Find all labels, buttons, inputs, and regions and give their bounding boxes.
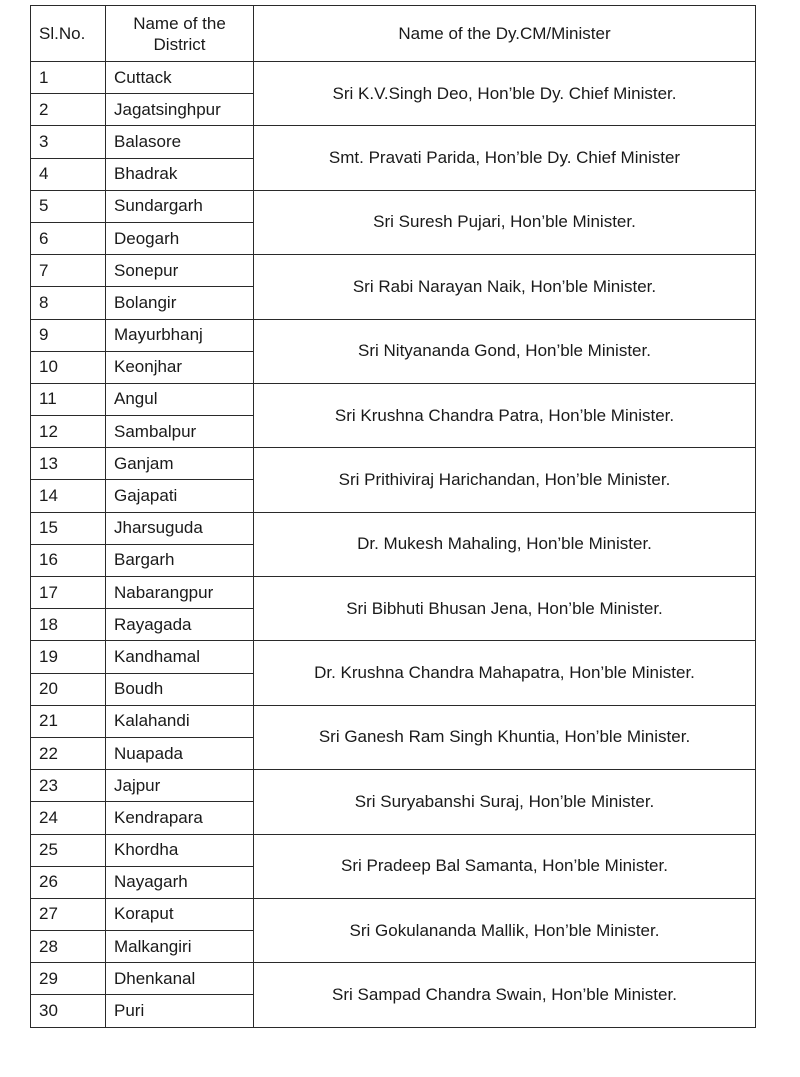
minister-cell: Sri Rabi Narayan Naik, Hon’ble Minister. (254, 255, 756, 319)
sl-no-cell: 11 (31, 383, 106, 415)
sl-no-cell: 2 (31, 94, 106, 126)
minister-cell: Sri K.V.Singh Deo, Hon’ble Dy. Chief Minister. (254, 62, 756, 126)
sl-no-cell: 6 (31, 222, 106, 254)
sl-no-cell: 14 (31, 480, 106, 512)
district-cell: Mayurbhanj (106, 319, 254, 351)
sl-no-cell: 13 (31, 448, 106, 480)
minister-cell: Sri Sampad Chandra Swain, Hon’ble Minister. (254, 963, 756, 1027)
table-row (31, 577, 756, 609)
minister-cell: Sri Suresh Pujari, Hon’ble Minister. (254, 190, 756, 254)
sl-no-cell: 3 (31, 126, 106, 158)
sl-no-cell: 19 (31, 641, 106, 673)
sl-no-cell: 21 (31, 705, 106, 737)
table-row (31, 383, 756, 415)
table-row (31, 963, 756, 995)
minister-cell: Dr. Mukesh Mahaling, Hon’ble Minister. (254, 512, 756, 576)
sl-no-cell: 23 (31, 770, 106, 802)
district-cell: Jajpur (106, 770, 254, 802)
sl-no-cell: 29 (31, 963, 106, 995)
district-cell: Deogarh (106, 222, 254, 254)
minister-cell: Sri Nityananda Gond, Hon’ble Minister. (254, 319, 756, 383)
sl-no-cell: 20 (31, 673, 106, 705)
sl-no-cell: 10 (31, 351, 106, 383)
district-cell: Malkangiri (106, 931, 254, 963)
district-cell: Sonepur (106, 255, 254, 287)
sl-no-cell: 15 (31, 512, 106, 544)
table-row (31, 126, 756, 158)
sl-no-cell: 1 (31, 62, 106, 94)
table-body (31, 62, 756, 1028)
district-cell: Jharsuguda (106, 512, 254, 544)
minister-cell: Sri Prithiviraj Harichandan, Hon’ble Minister. (254, 448, 756, 512)
minister-cell: Sri Suryabanshi Suraj, Hon’ble Minister. (254, 770, 756, 834)
district-cell: Boudh (106, 673, 254, 705)
minister-cell: Sri Krushna Chandra Patra, Hon’ble Minister. (254, 383, 756, 447)
district-cell: Ganjam (106, 448, 254, 480)
sl-no-cell: 28 (31, 931, 106, 963)
district-cell: Sundargarh (106, 190, 254, 222)
sl-no-cell: 26 (31, 866, 106, 898)
district-cell: Jagatsinghpur (106, 94, 254, 126)
district-cell: Rayagada (106, 609, 254, 641)
table-row (31, 898, 756, 930)
district-cell: Khordha (106, 834, 254, 866)
district-cell: Puri (106, 995, 254, 1027)
district-cell: Koraput (106, 898, 254, 930)
header-sl-no: Sl.No. (31, 6, 106, 62)
district-cell: Nuapada (106, 737, 254, 769)
table-row (31, 641, 756, 673)
district-cell: Cuttack (106, 62, 254, 94)
district-cell: Kalahandi (106, 705, 254, 737)
district-cell: Kandhamal (106, 641, 254, 673)
table-row (31, 448, 756, 480)
sl-no-cell: 4 (31, 158, 106, 190)
district-cell: Bargarh (106, 544, 254, 576)
table-row (31, 190, 756, 222)
district-cell: Sambalpur (106, 416, 254, 448)
sl-no-cell: 18 (31, 609, 106, 641)
header-district: Name of the District (106, 6, 254, 62)
minister-cell: Sri Bibhuti Bhusan Jena, Hon’ble Minister. (254, 577, 756, 641)
district-cell: Keonjhar (106, 351, 254, 383)
sl-no-cell: 17 (31, 577, 106, 609)
district-cell: Gajapati (106, 480, 254, 512)
sl-no-cell: 22 (31, 737, 106, 769)
minister-cell: Sri Ganesh Ram Singh Khuntia, Hon’ble Minister. (254, 705, 756, 769)
sl-no-cell: 7 (31, 255, 106, 287)
district-cell: Bolangir (106, 287, 254, 319)
district-cell: Bhadrak (106, 158, 254, 190)
table-row (31, 319, 756, 351)
table-row (31, 834, 756, 866)
district-cell: Dhenkanal (106, 963, 254, 995)
minister-cell: Dr. Krushna Chandra Mahapatra, Hon’ble Minister. (254, 641, 756, 705)
district-cell: Kendrapara (106, 802, 254, 834)
sl-no-cell: 12 (31, 416, 106, 448)
sl-no-cell: 27 (31, 898, 106, 930)
sl-no-cell: 25 (31, 834, 106, 866)
district-cell: Nayagarh (106, 866, 254, 898)
header-minister: Name of the Dy.CM/Minister (254, 6, 756, 62)
table-row (31, 512, 756, 544)
sl-no-cell: 8 (31, 287, 106, 319)
header-row (31, 6, 756, 62)
sl-no-cell: 9 (31, 319, 106, 351)
table-row (31, 770, 756, 802)
sl-no-cell: 24 (31, 802, 106, 834)
sl-no-cell: 5 (31, 190, 106, 222)
table-row (31, 255, 756, 287)
minister-cell: Smt. Pravati Parida, Hon’ble Dy. Chief Minister (254, 126, 756, 190)
district-cell: Balasore (106, 126, 254, 158)
table-row (31, 62, 756, 94)
district-cell: Nabarangpur (106, 577, 254, 609)
minister-cell: Sri Pradeep Bal Samanta, Hon’ble Minister. (254, 834, 756, 898)
sl-no-cell: 16 (31, 544, 106, 576)
table-row (31, 705, 756, 737)
sl-no-cell: 30 (31, 995, 106, 1027)
district-cell: Angul (106, 383, 254, 415)
minister-cell: Sri Gokulananda Mallik, Hon’ble Minister. (254, 898, 756, 962)
district-minister-table (30, 5, 756, 1028)
